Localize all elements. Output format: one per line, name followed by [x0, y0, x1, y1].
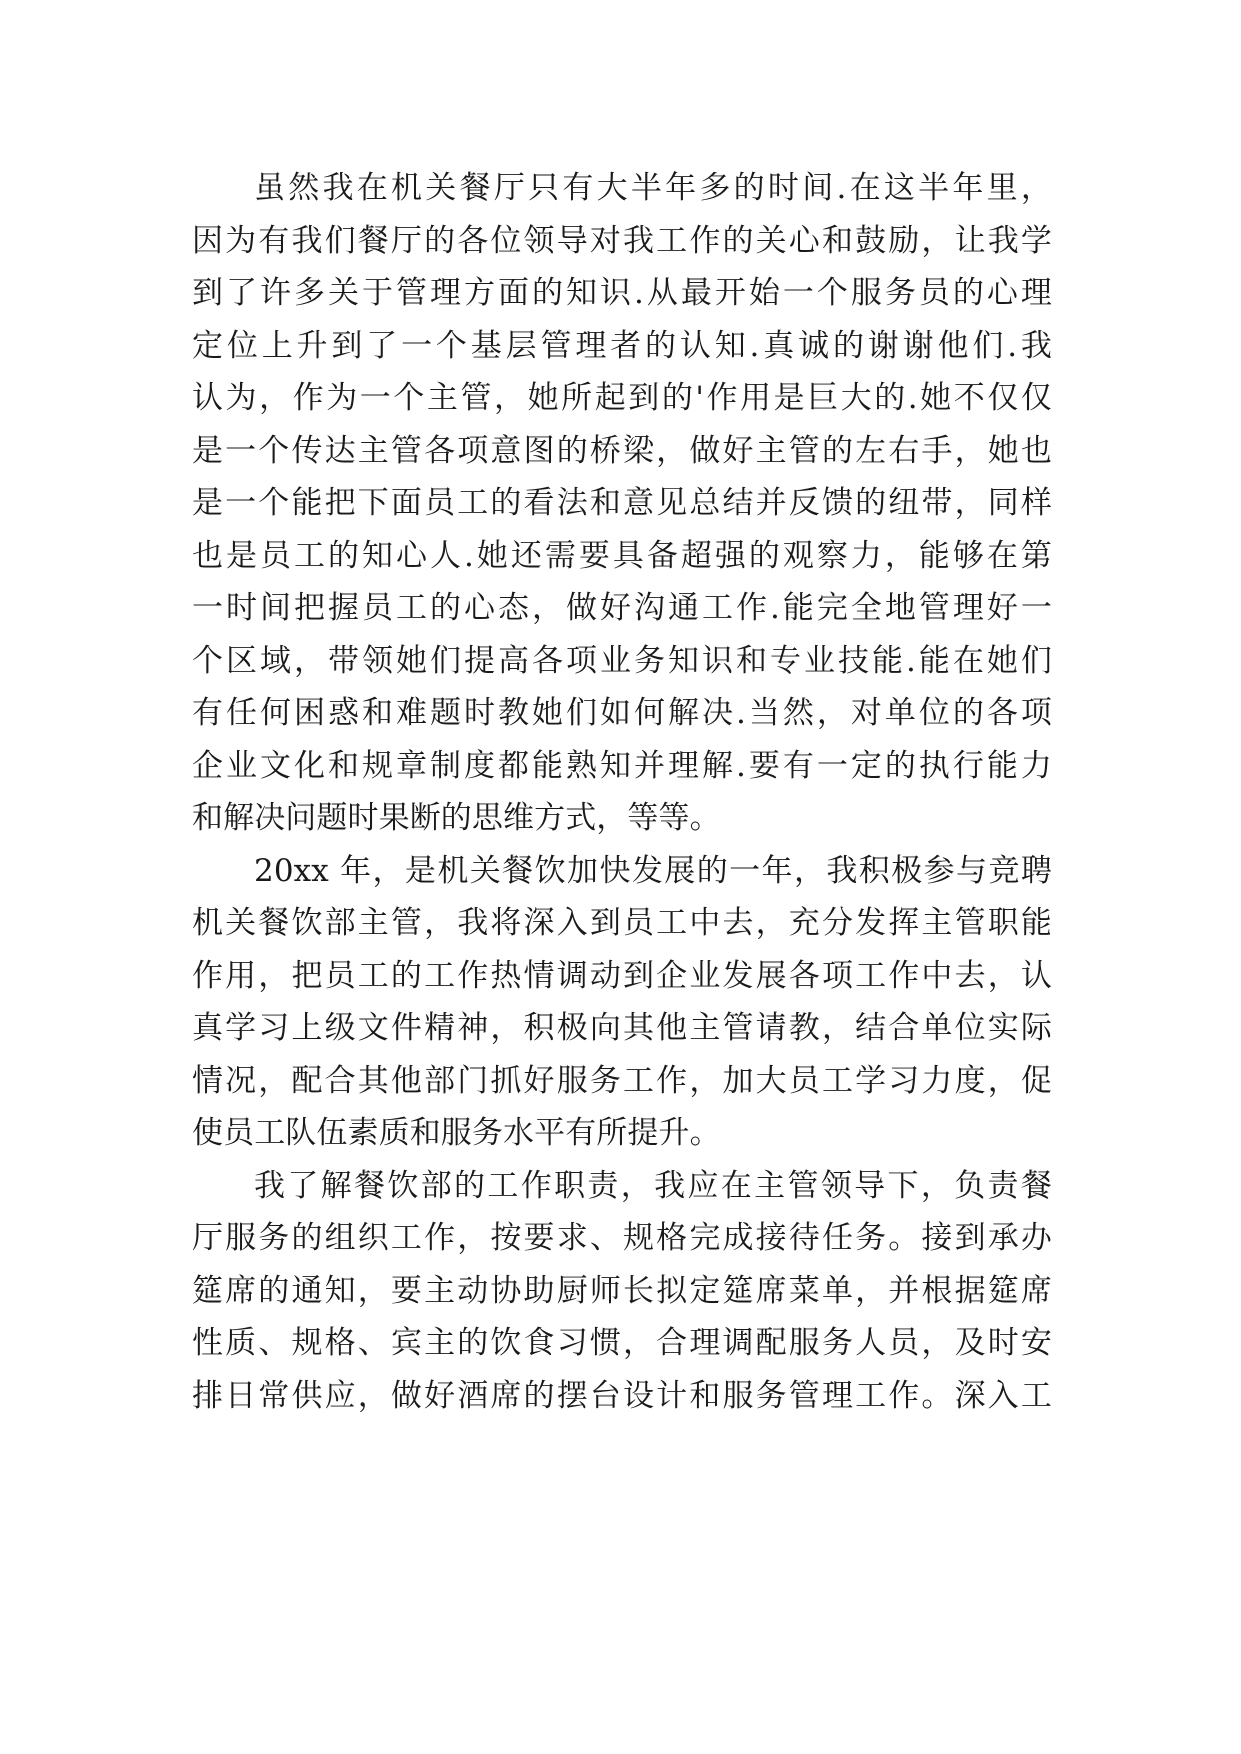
paragraph-3-line-3: 筵席的通知，要主动协助厨师长拟定筵席菜单，并根据筵席 [192, 1272, 1052, 1309]
paragraph-3-line-2: 厅服务的组织工作，按要求、规格完成接待任务。接到承办 [192, 1220, 1052, 1256]
paragraph-1-line-12: 企业文化和规章制度都能熟知并理解.要有一定的执行能力 [192, 747, 1052, 784]
paragraph-1-line-2: 因为有我们餐厅的各位领导对我工作的关心和鼓励，让我学 [192, 222, 1052, 259]
paragraph-1-line-11: 有任何困惑和难题时教她们如何解决.当然，对单位的各项 [192, 695, 1052, 731]
paragraph-1-line-8: 也是员工的知心人.她还需要具备超强的观察力，能够在第 [192, 537, 1052, 574]
paragraph-3-line-1: 我了解餐饮部的工作职责，我应在主管领导下，负责餐 [254, 1167, 1052, 1204]
paragraph-2-line-4: 真学习上级文件精神，积极向其他主管请教，结合单位实际 [192, 1010, 1052, 1046]
paragraph-1-line-9: 一时间把握员工的心态，做好沟通工作.能完全地管理好一 [192, 590, 1052, 626]
paragraph-1-line-10: 个区域，带领她们提高各项业务知识和专业技能.能在她们 [192, 642, 1052, 679]
paragraph-2-line-3: 作用，把员工的工作热情调动到企业发展各项工作中去，认 [192, 957, 1052, 994]
paragraph-1-line-6: 是一个传达主管各项意图的桥梁，做好主管的左右手，她也 [192, 432, 1052, 469]
paragraph-1-line-13: 和解决问题时果断的思维方式，等等。 [192, 800, 721, 836]
paragraph-1-line-4: 定位上升到了一个基层管理者的认知.真诚的谢谢他们.我 [192, 327, 1052, 364]
paragraph-1-line-1: 虽然我在机关餐厅只有大半年多的时间.在这半年里， [254, 170, 1052, 206]
paragraph-1-line-3: 到了许多关于管理方面的知识.从最开始一个服务员的心理 [192, 275, 1052, 311]
paragraph-1-line-7: 是一个能把下面员工的看法和意见总结并反馈的纽带，同样 [192, 485, 1052, 521]
document-body [192, 162, 1052, 1422]
paragraph-2-line-5: 情况，配合其他部门抓好服务工作，加大员工学习力度，促 [192, 1062, 1052, 1099]
paragraph-3-line-5: 排日常供应，做好酒席的摆台设计和服务管理工作。深入工 [192, 1377, 1052, 1414]
paragraph-2-line-6: 使员工队伍素质和服务水平有所提升。 [192, 1115, 721, 1151]
paragraph-2-line-2: 机关餐饮部主管，我将深入到员工中去，充分发挥主管职能 [192, 905, 1052, 941]
paragraph-3-line-4: 性质、规格、宾主的饮食习惯，合理调配服务人员，及时安 [192, 1325, 1052, 1361]
paragraph-2-line-1: 20xx 年，是机关餐饮加快发展的一年，我积极参与竞聘 [254, 852, 1052, 889]
paragraph-1-line-5: 认为，作为一个主管，她所起到的'作用是巨大的.她不仅仅 [192, 380, 1052, 416]
